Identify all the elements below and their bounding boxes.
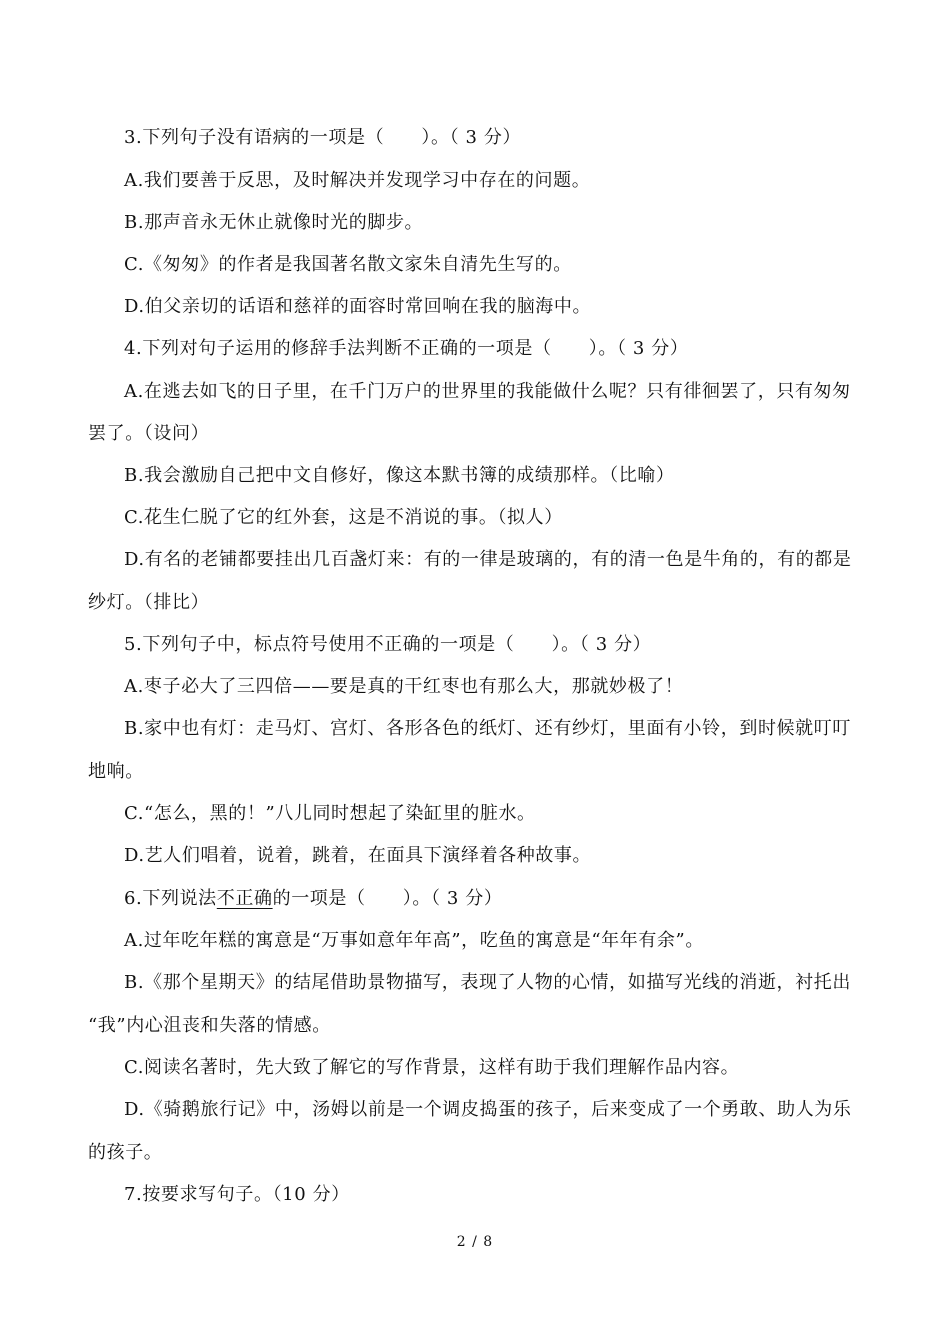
question-3-option-a: A.我们要善于反思，及时解决并发现学习中存在的问题。 — [124, 170, 591, 191]
question-4-option-a-line-2: 罢了。（设问） — [88, 423, 210, 444]
question-6-stem-underlined: 不正确 — [216, 888, 273, 909]
question-3-option-d: D.伯父亲切的话语和慈祥的面容时常回响在我的脑海中。 — [124, 296, 592, 317]
question-5-option-b-line-2: 地响。 — [88, 761, 144, 782]
question-7-stem: 7.按要求写句子。（10 分） — [124, 1184, 350, 1205]
question-6-option-b-line-2: “我”内心沮丧和失落的情感。 — [88, 1015, 331, 1036]
question-6-option-b-line-1: B.《那个星期天》的结尾借助景物描写，表现了人物的心情，如描写光线的消逝，衬托出 — [124, 972, 851, 993]
question-6-option-d-line-2: 的孩子。 — [88, 1142, 163, 1163]
question-6-option-d-line-1: D.《骑鹅旅行记》中，汤姆以前是一个调皮捣蛋的孩子，后来变成了一个勇敢、助人为乐 — [124, 1099, 852, 1120]
question-5-option-d: D.艺人们唱着，说着，跳着，在面具下演绎着各种故事。 — [124, 845, 592, 866]
question-6-stem — [124, 887, 868, 911]
question-5-option-a: A.枣子必大了三四倍——要是真的干红枣也有那么大，那就妙极了！ — [124, 676, 684, 697]
page-number: 2 / 8 — [456, 1234, 494, 1250]
question-3-option-c: C.《匆匆》的作者是我国著名散文家朱自清先生写的。 — [124, 254, 572, 275]
question-4-option-d-line-2: 纱灯。（排比） — [88, 592, 210, 613]
question-5-option-c: C.“怎么，黑的！”八儿同时想起了染缸里的脏水。 — [124, 803, 536, 824]
question-4-stem: 4.下列对句子运用的修辞手法判断不正确的一项是（ ）。（ 3 分） — [124, 338, 689, 359]
question-4-option-b: B.我会激励自己把中文自修好，像这本默书簿的成绩那样。（比喻） — [124, 465, 675, 486]
question-3-option-b: B.那声音永无休止就像时光的脚步。 — [124, 212, 424, 233]
question-6-stem-suffix: 的一项是（ ）。（ 3 分） — [272, 888, 503, 909]
question-6-stem-prefix: 6.下列说法 — [124, 888, 217, 909]
question-6-option-c: C.阅读名著时，先大致了解它的写作背景，这样有助于我们理解作品内容。 — [124, 1057, 740, 1078]
question-5-option-b-line-1: B.家中也有灯：走马灯、宫灯、各形各色的纸灯、还有纱灯，里面有小铃，到时候就叮叮 — [124, 718, 851, 739]
question-3-stem: 3.下列句子没有语病的一项是（ ）。（ 3 分） — [124, 127, 522, 148]
question-5-stem: 5.下列句子中，标点符号使用不正确的一项是（ ）。（ 3 分） — [124, 634, 652, 655]
question-4-option-d-line-1: D.有名的老铺都要挂出几百盏灯来：有的一律是玻璃的，有的清一色是牛角的，有的都是 — [124, 549, 852, 570]
question-4-option-c: C.花生仁脱了它的红外套，这是不消说的事。（拟人） — [124, 507, 563, 528]
question-4-option-a-line-1: A.在逃去如飞的日子里，在千门万户的世界里的我能做什么呢？只有徘徊罢了，只有匆匆 — [124, 381, 851, 402]
question-6-option-a: A.过年吃年糕的寓意是“万事如意年年高”，吃鱼的寓意是“年年有余”。 — [124, 930, 704, 951]
